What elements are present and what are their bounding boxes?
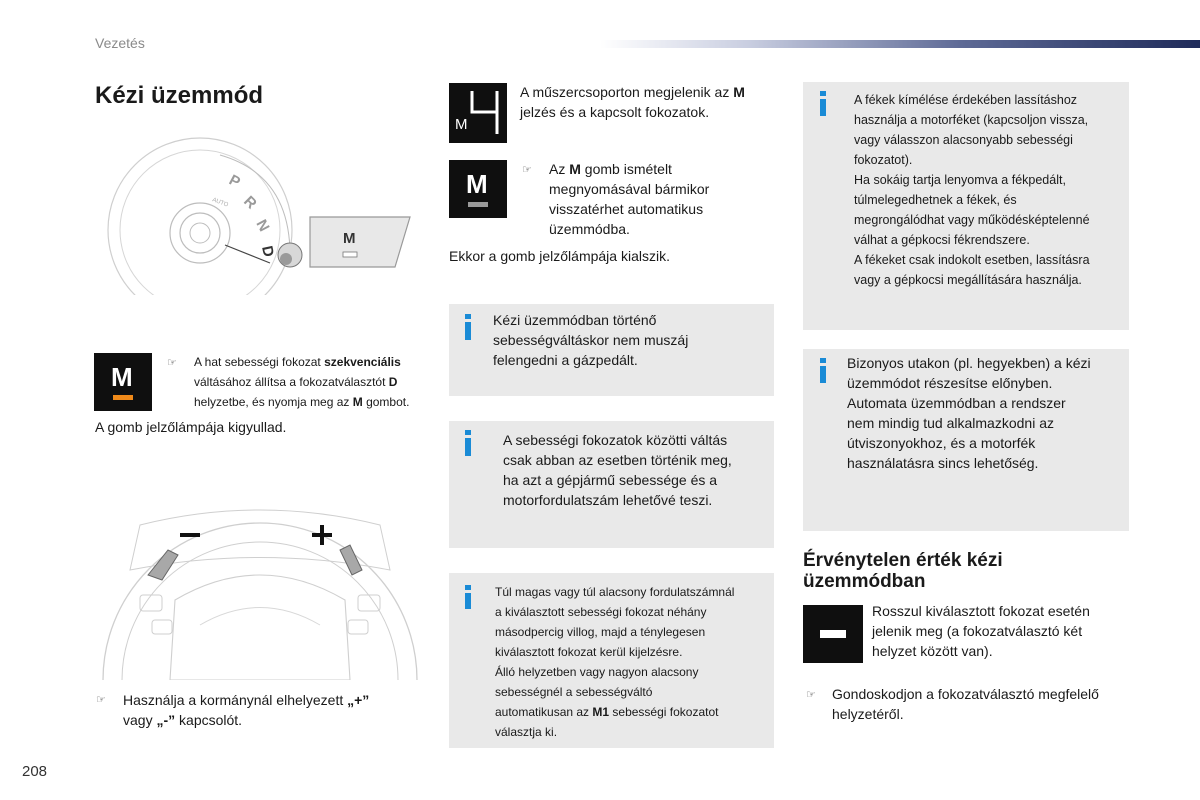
info-box-rpm-warning bbox=[449, 573, 774, 748]
info-line: üzemmódot részesítse előnyben. bbox=[847, 375, 1053, 391]
info-icon bbox=[465, 322, 471, 340]
info-icon bbox=[820, 99, 826, 116]
auto-mark: AUTO bbox=[211, 197, 229, 209]
info-icon bbox=[465, 438, 471, 456]
info-box-mountain-roads bbox=[803, 349, 1129, 531]
bullet2-text-a: Használja a kormánynál elhelyezett bbox=[123, 692, 348, 708]
gear-letter-p: P bbox=[226, 171, 243, 192]
lamp-orange-indicator bbox=[113, 395, 133, 400]
bullet-pointer-icon: ☞ bbox=[522, 164, 532, 176]
m-button-label: M bbox=[111, 362, 133, 392]
info-line: útviszonyokhoz, és a motorfék bbox=[847, 435, 1036, 451]
invalid-gear-dash-icon bbox=[803, 605, 863, 663]
instrument-display-m4-icon bbox=[449, 83, 507, 143]
col2-bullet-bold: M bbox=[569, 161, 581, 177]
display-text bbox=[520, 82, 780, 122]
gear-letter-d: D bbox=[258, 244, 277, 259]
info-box-engine-brake bbox=[803, 82, 1129, 330]
gear-letter-n: N bbox=[252, 216, 273, 235]
header-gradient-bar bbox=[600, 40, 1200, 48]
bullet1-text-c: helyzetbe, és nyomja meg az bbox=[194, 395, 353, 409]
bullet2-text-c: kapcsolót. bbox=[175, 712, 243, 728]
info-icon bbox=[820, 366, 826, 383]
page-number: 208 bbox=[22, 763, 48, 780]
info-line: csak abban az esetben történik meg, bbox=[503, 452, 732, 468]
info-line: A fékeket csak indokolt esetben, lassításra bbox=[854, 253, 1090, 267]
col2-bullet-text-b: gomb ismételt bbox=[580, 161, 672, 177]
col1-bullet2 bbox=[123, 690, 423, 730]
info-line: használatásra sincs lehetőség. bbox=[847, 455, 1039, 471]
info-box-text bbox=[503, 430, 768, 510]
info-box-text bbox=[495, 582, 770, 742]
bullet-pointer-icon: ☞ bbox=[167, 357, 177, 369]
info-line-a: automatikusan az bbox=[495, 705, 593, 719]
bullet2-bold-a: „+” bbox=[347, 692, 370, 708]
bullet1-bold-b: D bbox=[388, 375, 398, 389]
col3-bullet bbox=[832, 684, 1132, 724]
display-text-b: jelzés és a kapcsolt fokozatok. bbox=[520, 104, 710, 120]
m-button-label: M bbox=[466, 169, 488, 199]
info-box-text bbox=[493, 310, 763, 370]
info-line: Túl magas vagy túl alacsony fordulatszámnál bbox=[495, 585, 735, 599]
display-text-a: A műszercsoporton megjelenik az bbox=[520, 84, 734, 100]
section-label: Vezetés bbox=[95, 35, 145, 51]
col2-bullet-line4: üzemmódba. bbox=[549, 221, 630, 237]
info-line: Álló helyzetben vagy nagyon alacsony bbox=[495, 665, 699, 679]
bullet1-bold-a: szekvenciális bbox=[324, 355, 401, 369]
col2-bullet-line3: visszatérhet automatikus bbox=[549, 201, 704, 217]
bullet1-text-d: gombot. bbox=[362, 395, 410, 409]
heading-line: üzemmódban bbox=[803, 571, 926, 592]
info-line: fokozatot). bbox=[854, 153, 913, 167]
col2-bullet-text-a: Az bbox=[549, 161, 570, 177]
info-line: ha azt a gépjármű sebessége és a bbox=[503, 472, 718, 488]
text-line: helyzetéről. bbox=[832, 706, 904, 722]
text-line: Gondoskodjon a fokozatválasztó megfelelő bbox=[832, 686, 1099, 702]
info-line-b: sebességi fokozatot bbox=[609, 705, 719, 719]
gear-selector-illustration bbox=[100, 135, 420, 295]
info-line: választja ki. bbox=[495, 725, 558, 739]
selector-m-label: M bbox=[343, 230, 356, 247]
bullet2-bold-b: „-” bbox=[156, 712, 176, 728]
info-line: A fékek kímélése érdekében lassításhoz bbox=[854, 93, 1078, 107]
segment-digit-icon bbox=[469, 88, 503, 136]
bullet1-text-b: váltásához állítsa a fokozatválasztót bbox=[194, 375, 389, 389]
info-line: a kiválasztott sebességi fokozat néhány bbox=[495, 605, 707, 619]
invalid-text bbox=[872, 601, 1132, 661]
info-line: kiválasztott fokozat kerül kijelzésre. bbox=[495, 645, 683, 659]
info-line-bold: M1 bbox=[592, 705, 610, 719]
info-box-no-clutch bbox=[449, 304, 774, 396]
info-line: Bizonyos utakon (pl. hegyekben) a kézi bbox=[847, 355, 1091, 371]
text-line: Rosszul kiválasztott fokozat esetén bbox=[872, 603, 1090, 619]
info-line: Ha sokáig tartja lenyomva a fékpedált, bbox=[854, 173, 1066, 187]
info-line: másodpercig villog, majd a ténylegesen bbox=[495, 625, 706, 639]
info-line: vagy a gépkocsi megállítására használja. bbox=[854, 273, 1082, 287]
col1-bullet1 bbox=[194, 352, 434, 412]
m-button-lamp-off-icon bbox=[449, 160, 507, 218]
bullet-pointer-icon: ☞ bbox=[96, 694, 106, 706]
dash-bar bbox=[820, 630, 846, 638]
col2-bullet-line2: megnyomásával bármikor bbox=[549, 181, 710, 197]
lamp-grey-indicator bbox=[468, 202, 488, 207]
info-line: válhat a gépkocsi fékrendszere. bbox=[854, 233, 1030, 247]
info-line: Automata üzemmódban a rendszer bbox=[847, 395, 1066, 411]
page-title: Kézi üzemmód bbox=[95, 82, 264, 109]
info-box-text bbox=[854, 90, 1124, 290]
invalid-value-heading bbox=[803, 550, 1103, 592]
lamp-on-text: A gomb jelzőlámpája kigyullad. bbox=[95, 419, 287, 435]
bullet1-text-a: A hat sebességi fokozat bbox=[194, 355, 325, 369]
info-box-text bbox=[847, 353, 1127, 473]
steering-wheel-illustration bbox=[100, 475, 420, 680]
col2-bullet bbox=[549, 159, 769, 239]
info-line: sebességnél a sebességváltó bbox=[495, 685, 653, 699]
info-line: túlmelegedhetnek a fékek, és bbox=[854, 193, 1017, 207]
info-line: vagy válasszon alacsonyabb sebességi bbox=[854, 133, 1073, 147]
display-m-letter: M bbox=[455, 116, 468, 133]
info-line: felengedni a gázpedált. bbox=[493, 352, 638, 368]
text-line: jelenik meg (a fokozatválasztó két bbox=[872, 623, 1083, 639]
info-box-shift-conditions bbox=[449, 421, 774, 548]
info-line: sebességváltáskor nem muszáj bbox=[493, 332, 689, 348]
bullet1-bold-c: M bbox=[352, 395, 363, 409]
display-text-bold: M bbox=[733, 84, 745, 100]
info-line: megrongálódhat vagy működésképtelenné bbox=[854, 213, 1090, 227]
info-line: motorfordulatszám lehetővé teszi. bbox=[503, 492, 713, 508]
m-button-lamp-on-icon bbox=[94, 353, 152, 411]
lamp-off-text: Ekkor a gomb jelzőlámpája kialszik. bbox=[449, 248, 670, 264]
minus-paddle-icon bbox=[180, 533, 200, 537]
text-line: helyzet között van). bbox=[872, 643, 993, 659]
info-icon bbox=[465, 593, 471, 609]
bullet-pointer-icon: ☞ bbox=[806, 689, 816, 701]
info-line: A sebességi fokozatok közötti váltás bbox=[503, 432, 728, 448]
gear-letter-r: R bbox=[240, 192, 260, 213]
info-line: nem mindig tud alkalmazkodni az bbox=[847, 415, 1054, 431]
bullet2-text-b: vagy bbox=[123, 712, 157, 728]
info-line bbox=[495, 702, 770, 722]
info-line: használja a motorféket (kapcsoljon vissza, bbox=[854, 113, 1089, 127]
heading-line: Érvénytelen érték kézi bbox=[803, 550, 1003, 571]
info-line: Kézi üzemmódban történő bbox=[493, 312, 657, 328]
